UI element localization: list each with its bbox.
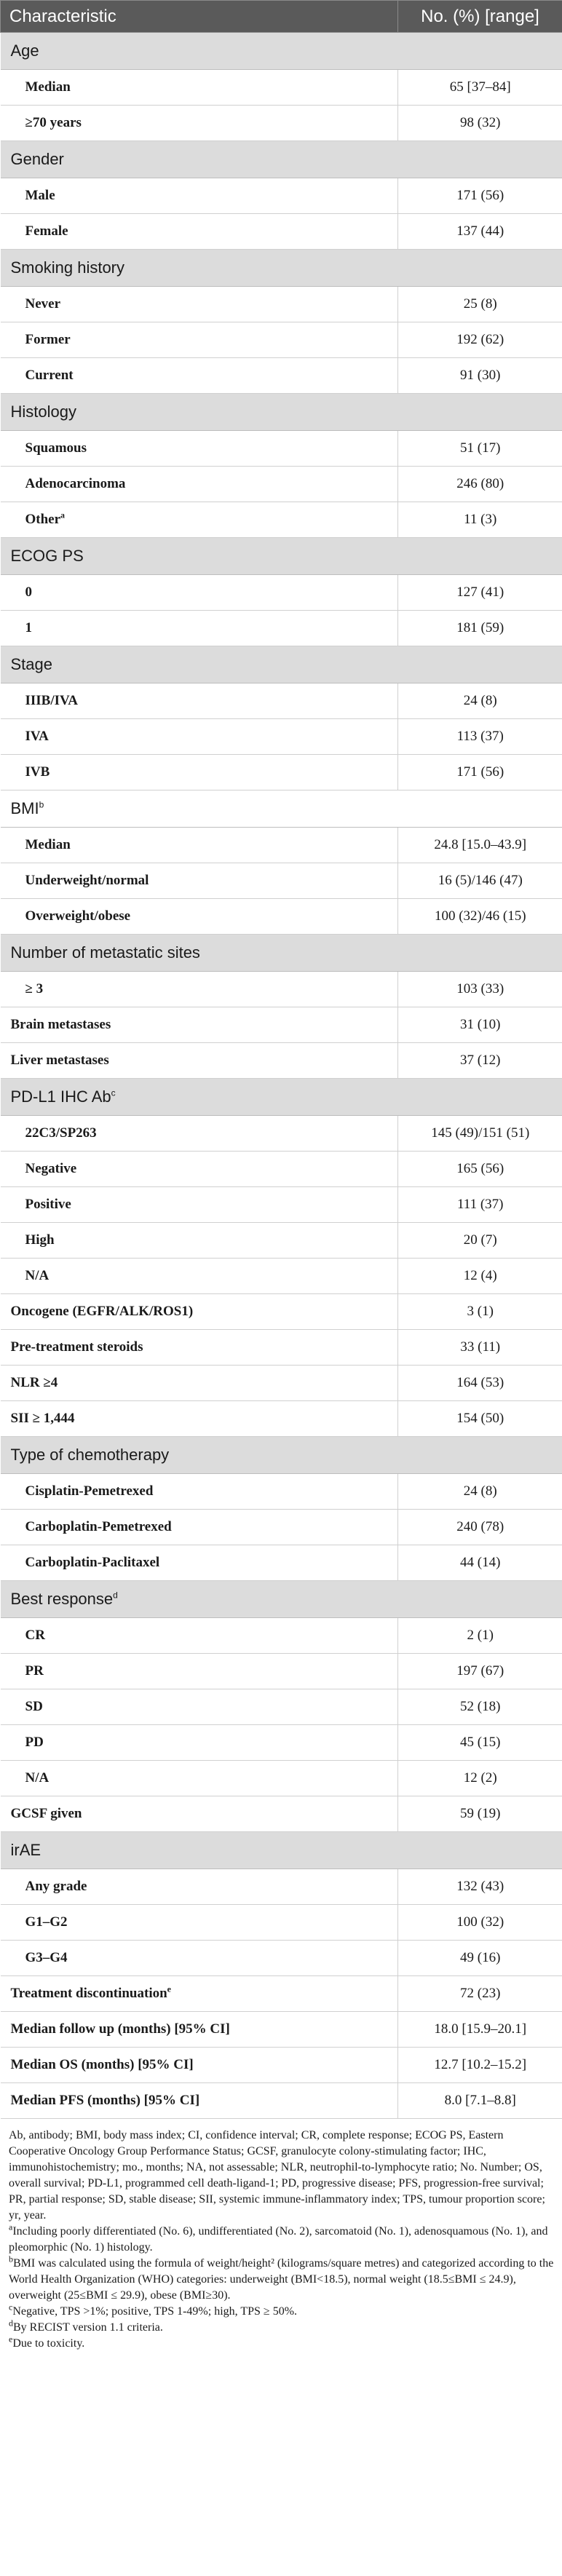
label-text: Cisplatin-Pemetrexed (25, 1483, 154, 1499)
row-label (1, 575, 398, 611)
section-row (1, 250, 562, 287)
table-row (1, 467, 562, 502)
section-row (1, 1581, 562, 1618)
row-value: 2 (1) (398, 1618, 562, 1654)
label-text: G3–G4 (25, 1950, 68, 1965)
row-label (1, 1618, 398, 1654)
label-text: Median PFS (months) [95% CI] (10, 2093, 200, 2108)
table-row (1, 1941, 562, 1976)
table-row (1, 106, 562, 141)
label-text: ≥70 years (25, 115, 82, 130)
row-value: 100 (32)/46 (15) (398, 899, 562, 935)
section-row (1, 1079, 562, 1116)
row-value: 3 (1) (398, 1294, 562, 1330)
row-value: 65 [37–84] (398, 70, 562, 106)
row-value: 154 (50) (398, 1401, 562, 1437)
table-row (1, 1043, 562, 1079)
label-text: Female (25, 223, 68, 239)
row-label (1, 1187, 398, 1223)
section-row (1, 141, 562, 178)
row-label (1, 1223, 398, 1259)
table-row (1, 1187, 562, 1223)
row-value: 165 (56) (398, 1152, 562, 1187)
row-label (1, 828, 398, 863)
label-text: Squamous (25, 440, 87, 456)
table-row (1, 611, 562, 646)
row-value (398, 141, 562, 178)
row-label (1, 1869, 398, 1905)
table-row (1, 1545, 562, 1581)
table-row (1, 178, 562, 214)
table-row (1, 1474, 562, 1510)
section-row (1, 394, 562, 431)
row-label (1, 611, 398, 646)
row-label (1, 1905, 398, 1941)
section-label (1, 394, 398, 431)
label-text: irAE (10, 1841, 41, 1859)
row-value: 44 (14) (398, 1545, 562, 1581)
row-label (1, 1474, 398, 1510)
row-label (1, 1725, 398, 1761)
footnote-marker: d (9, 2318, 13, 2329)
row-value: 45 (15) (398, 1725, 562, 1761)
section-row (1, 1832, 562, 1869)
table-row (1, 431, 562, 467)
section-label (1, 141, 398, 178)
section-label (1, 1437, 398, 1474)
section-label (1, 538, 398, 575)
row-label (1, 755, 398, 790)
row-value: 24 (8) (398, 1474, 562, 1510)
section-row (1, 1437, 562, 1474)
footnote-marker: b (9, 2254, 13, 2264)
label-text: IIIB/IVA (25, 693, 79, 708)
row-label (1, 467, 398, 502)
row-label (1, 1366, 398, 1401)
label-text: PR (25, 1663, 44, 1679)
row-value: 12.7 [10.2–15.2] (398, 2048, 562, 2083)
footnote-marker: c (111, 1087, 116, 1098)
row-label (1, 1761, 398, 1796)
table-body (1, 33, 562, 2119)
label-text: N/A (25, 1268, 50, 1283)
row-value: 98 (32) (398, 106, 562, 141)
table-row (1, 2048, 562, 2083)
table-row (1, 1007, 562, 1043)
label-text: IVA (25, 729, 49, 744)
row-label (1, 972, 398, 1007)
table-row (1, 1796, 562, 1832)
table-row (1, 1223, 562, 1259)
row-value: 103 (33) (398, 972, 562, 1007)
row-value (398, 250, 562, 287)
section-label (1, 33, 398, 70)
section-row (1, 538, 562, 575)
row-label (1, 502, 398, 538)
row-label (1, 431, 398, 467)
label-text: 0 (25, 584, 32, 600)
table-row (1, 863, 562, 899)
row-label (1, 863, 398, 899)
label-text: Median OS (months) [95% CI] (10, 2057, 194, 2072)
row-value: 59 (19) (398, 1796, 562, 1832)
label-text: PD (25, 1735, 44, 1750)
footnote-marker: a (9, 2222, 13, 2232)
row-label (1, 719, 398, 755)
label-text: CR (25, 1628, 45, 1643)
table-footnotes (0, 2119, 562, 2352)
label-text: 1 (25, 620, 32, 635)
row-label (1, 214, 398, 250)
table-row (1, 322, 562, 358)
table-row (1, 828, 562, 863)
table-row (1, 575, 562, 611)
label-text: 22C3/SP263 (25, 1125, 97, 1141)
label-text: Age (10, 41, 39, 60)
label-text: Pre-treatment steroids (10, 1339, 143, 1355)
header-value: No. (%) [range] (398, 1, 562, 33)
table-row (1, 1976, 562, 2012)
row-value: 51 (17) (398, 431, 562, 467)
section-row (1, 33, 562, 70)
row-label (1, 1116, 398, 1152)
table-row (1, 1330, 562, 1366)
section-row (1, 935, 562, 972)
label-text: Carboplatin-Pemetrexed (25, 1519, 172, 1534)
footnote (9, 2336, 555, 2352)
label-text: High (25, 1232, 55, 1248)
label-text: Positive (25, 1197, 71, 1212)
row-value: 52 (18) (398, 1689, 562, 1725)
row-value: 145 (49)/151 (51) (398, 1116, 562, 1152)
row-value: 240 (78) (398, 1510, 562, 1545)
row-label (1, 1976, 398, 2012)
row-label (1, 322, 398, 358)
row-value (398, 1832, 562, 1869)
section-label (1, 790, 398, 828)
row-value: 31 (10) (398, 1007, 562, 1043)
section-row (1, 790, 562, 828)
row-label (1, 178, 398, 214)
row-value: 72 (23) (398, 1976, 562, 2012)
table-row (1, 2012, 562, 2048)
row-label (1, 1043, 398, 1079)
table-row (1, 1761, 562, 1796)
row-label (1, 1330, 398, 1366)
table-row (1, 1116, 562, 1152)
table-row (1, 1401, 562, 1437)
row-label (1, 1545, 398, 1581)
label-text: Other (25, 512, 61, 527)
section-label (1, 935, 398, 972)
row-label (1, 1294, 398, 1330)
label-text: BMI (10, 799, 39, 817)
table-row (1, 1869, 562, 1905)
footnote-text: By RECIST version 1.1 criteria. (13, 2321, 163, 2334)
row-value: 33 (11) (398, 1330, 562, 1366)
label-text: Any grade (25, 1879, 87, 1894)
row-label (1, 1654, 398, 1689)
row-label (1, 2083, 398, 2119)
table-row (1, 1366, 562, 1401)
footnote (9, 2128, 555, 2224)
row-label (1, 106, 398, 141)
row-label (1, 1401, 398, 1437)
table-row (1, 502, 562, 538)
label-text: Median (25, 79, 71, 95)
label-text: Treatment discontinuation (10, 1986, 167, 2001)
row-value: 127 (41) (398, 575, 562, 611)
row-label (1, 1259, 398, 1294)
row-value: 246 (80) (398, 467, 562, 502)
table-row (1, 719, 562, 755)
table-row (1, 2083, 562, 2119)
label-text: Former (25, 332, 71, 347)
table-row (1, 972, 562, 1007)
label-text: Gender (10, 150, 64, 168)
row-value (398, 935, 562, 972)
table-row (1, 1294, 562, 1330)
row-value: 192 (62) (398, 322, 562, 358)
row-value: 171 (56) (398, 178, 562, 214)
label-text: ECOG PS (10, 547, 84, 565)
label-text: Best response (10, 1590, 114, 1608)
table-row (1, 1152, 562, 1187)
label-text: Carboplatin-Paclitaxel (25, 1555, 160, 1570)
row-value (398, 790, 562, 828)
row-value: 171 (56) (398, 755, 562, 790)
footnote-marker: d (113, 1590, 118, 1601)
table-row (1, 899, 562, 935)
footnote-text: Due to toxicity. (12, 2337, 85, 2350)
row-value: 25 (8) (398, 287, 562, 322)
footnote-marker: a (60, 510, 66, 520)
table-row (1, 1618, 562, 1654)
label-text: Liver metastases (10, 1053, 109, 1068)
row-label (1, 70, 398, 106)
row-label (1, 1796, 398, 1832)
row-value: 137 (44) (398, 214, 562, 250)
row-value: 132 (43) (398, 1869, 562, 1905)
row-value: 12 (4) (398, 1259, 562, 1294)
header-characteristic: Characteristic (1, 1, 398, 33)
row-value: 49 (16) (398, 1941, 562, 1976)
label-text: Oncogene (EGFR/ALK/ROS1) (10, 1304, 194, 1319)
footnote-marker: b (39, 799, 44, 810)
row-label (1, 2012, 398, 2048)
section-label (1, 1832, 398, 1869)
footnote-marker: e (9, 2334, 13, 2345)
row-value: 16 (5)/146 (47) (398, 863, 562, 899)
row-value (398, 646, 562, 683)
table-row (1, 70, 562, 106)
label-text: Median (25, 837, 71, 852)
label-text: Histology (10, 403, 76, 421)
footnote (9, 2304, 555, 2320)
row-label (1, 1007, 398, 1043)
section-label (1, 646, 398, 683)
row-value (398, 1581, 562, 1618)
row-value: 181 (59) (398, 611, 562, 646)
footnote (9, 2320, 555, 2336)
label-text: NLR ≥4 (10, 1375, 58, 1390)
row-label (1, 358, 398, 394)
footnote-text: Ab, antibody; BMI, body mass index; CI, confidence interval; CR, complete response; ECOG PS, Eastern Cooperative Oncology Group Performance Status; GCSF, granulocyte colony-stimulating factor; IHC, immunohistochemistry; mo., months; NA, not assessable; NLR, neutrophil-to-lymphocyte ratio; No. Number; OS, overall survival; PD-L1, programmed cell death-ligand-1; PD, progressive disease; PFS, progression-free survival; PR, partial response; SD, stable disease; SII, systemic immune-inflammatory index; TPS, tumour proportion score; yr, year. (9, 2129, 545, 2222)
label-text: Stage (10, 655, 52, 673)
section-label (1, 250, 398, 287)
label-text: IVB (25, 764, 50, 780)
footnote-text: Negative, TPS >1%; positive, TPS 1-49%; high, TPS ≥ 50%. (12, 2305, 298, 2318)
row-label (1, 1689, 398, 1725)
label-text: ≥ 3 (25, 981, 44, 996)
row-value: 8.0 [7.1–8.8] (398, 2083, 562, 2119)
row-value (398, 394, 562, 431)
row-label (1, 683, 398, 719)
label-text: Type of chemotherapy (10, 1446, 170, 1464)
label-text: Median follow up (months) [95% CI] (10, 2021, 230, 2037)
table-row (1, 755, 562, 790)
row-label (1, 899, 398, 935)
row-value: 12 (2) (398, 1761, 562, 1796)
row-value: 37 (12) (398, 1043, 562, 1079)
table-row (1, 1905, 562, 1941)
row-label (1, 1510, 398, 1545)
table-row (1, 1259, 562, 1294)
label-text: PD-L1 IHC Ab (10, 1087, 111, 1106)
row-value: 11 (3) (398, 502, 562, 538)
table-row (1, 1725, 562, 1761)
row-value (398, 1437, 562, 1474)
row-value (398, 33, 562, 70)
table-header-row (1, 1, 562, 33)
label-text: Male (25, 188, 55, 203)
label-text: Adenocarcinoma (25, 476, 126, 491)
table-row (1, 358, 562, 394)
row-value: 111 (37) (398, 1187, 562, 1223)
table-row (1, 1510, 562, 1545)
row-value: 20 (7) (398, 1223, 562, 1259)
row-value: 24.8 [15.0–43.9] (398, 828, 562, 863)
section-row (1, 646, 562, 683)
section-label (1, 1581, 398, 1618)
label-text: Brain metastases (10, 1017, 111, 1032)
row-label (1, 2048, 398, 2083)
table-row (1, 1689, 562, 1725)
footnote-text: BMI was calculated using the formula of weight/height² (kilograms/square metres) and categorized according to the World Health Organization (WHO) categories: underweight (BMI<18.5), normal weight (18.5≤BMI ≤ 24.9), overweight (25≤BMI ≤ 29.9), obese (BMI≥30). (9, 2257, 554, 2302)
row-value: 18.0 [15.9–20.1] (398, 2012, 562, 2048)
table-row (1, 683, 562, 719)
row-value: 164 (53) (398, 1366, 562, 1401)
label-text: G1–G2 (25, 1914, 68, 1930)
label-text: SII ≥ 1,444 (10, 1411, 75, 1426)
label-text: Current (25, 368, 74, 383)
table-row (1, 214, 562, 250)
label-text: GCSF given (10, 1806, 82, 1821)
row-value: 197 (67) (398, 1654, 562, 1689)
label-text: Never (25, 296, 61, 312)
footnote (9, 2256, 555, 2304)
table-row (1, 1654, 562, 1689)
footnote-marker: c (9, 2302, 13, 2313)
label-text: Underweight/normal (25, 873, 149, 888)
label-text: Overweight/obese (25, 908, 131, 924)
label-text: Number of metastatic sites (10, 943, 200, 962)
footnote-text: Including poorly differentiated (No. 6), undifferentiated (No. 2), sarcomatoid (No. 1), adenosquamous (No. 1), and pleomorphic (No. 1) histology. (9, 2225, 548, 2254)
row-value: 91 (30) (398, 358, 562, 394)
row-value (398, 1079, 562, 1116)
footnote-marker: e (167, 1983, 171, 1994)
row-value: 100 (32) (398, 1905, 562, 1941)
footnote (9, 2224, 555, 2256)
row-label (1, 1152, 398, 1187)
label-text: Smoking history (10, 258, 125, 277)
table-row (1, 287, 562, 322)
label-text: Negative (25, 1161, 77, 1176)
section-label (1, 1079, 398, 1116)
row-label (1, 1941, 398, 1976)
label-text: N/A (25, 1770, 50, 1786)
row-value: 113 (37) (398, 719, 562, 755)
row-value: 24 (8) (398, 683, 562, 719)
row-value (398, 538, 562, 575)
row-label (1, 287, 398, 322)
label-text: SD (25, 1699, 43, 1714)
